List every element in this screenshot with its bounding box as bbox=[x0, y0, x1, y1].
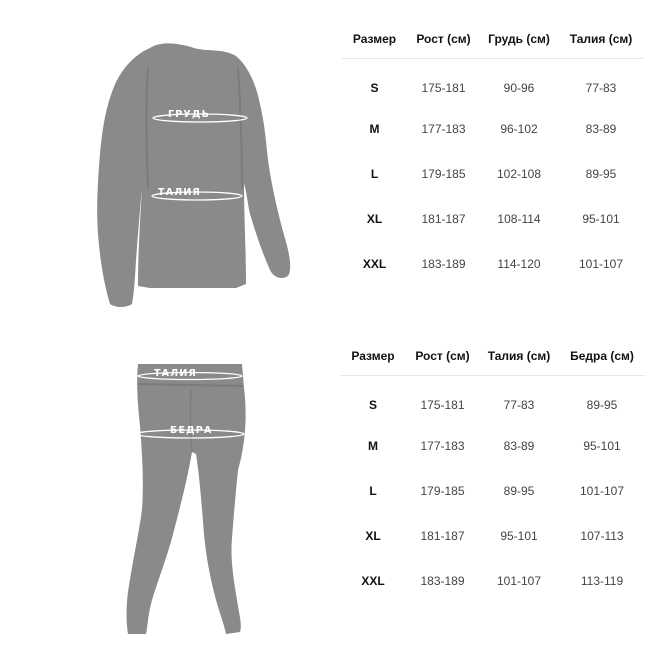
chest-cell: 114-120 bbox=[497, 257, 541, 271]
size-cell: S bbox=[368, 397, 377, 412]
shirt-illustration bbox=[90, 38, 300, 313]
height-cell: 177-183 bbox=[421, 122, 466, 136]
height-cell: 175-181 bbox=[420, 397, 465, 412]
chest-cell: 102-108 bbox=[496, 167, 542, 181]
hips-cell: 113-119 bbox=[580, 574, 624, 588]
header-size: Размер bbox=[340, 349, 406, 376]
hips-cell: 107-113 bbox=[580, 529, 624, 543]
height-cell: 183-189 bbox=[421, 257, 466, 271]
height-cell: 175-181 bbox=[421, 80, 466, 95]
size-cell: XXL bbox=[362, 257, 387, 271]
shirt-figure bbox=[90, 38, 300, 313]
hips-cell: 101-107 bbox=[579, 484, 625, 498]
header-height: Рост (см) bbox=[407, 32, 480, 59]
size-cell: S bbox=[370, 80, 379, 95]
waist-cell: 83-89 bbox=[503, 439, 535, 453]
hips-cell: 89-95 bbox=[586, 397, 618, 412]
table-row bbox=[340, 424, 645, 469]
chest-cell: 108-114 bbox=[497, 212, 541, 226]
height-cell: 179-185 bbox=[420, 484, 465, 498]
waist-cell: 83-89 bbox=[585, 122, 617, 136]
table-row bbox=[342, 59, 644, 107]
table-row bbox=[342, 197, 644, 242]
header-waist: Талия (см) bbox=[558, 32, 644, 59]
height-cell: 179-185 bbox=[421, 167, 466, 181]
height-cell: 181-187 bbox=[421, 212, 466, 226]
table-row bbox=[340, 469, 645, 514]
table-row bbox=[342, 242, 644, 287]
shirt-size-table bbox=[342, 32, 644, 287]
waist-cell: 101-107 bbox=[578, 257, 624, 271]
height-cell: 177-183 bbox=[420, 439, 465, 453]
waist-cell: 101-107 bbox=[496, 574, 542, 588]
table-row bbox=[342, 152, 644, 197]
header-height: Рост (см) bbox=[406, 349, 479, 376]
size-cell: XL bbox=[366, 212, 383, 226]
chest-label: ГРУДЬ bbox=[168, 109, 211, 120]
pants-figure bbox=[118, 360, 268, 640]
height-cell: 183-189 bbox=[420, 574, 465, 588]
pants-illustration bbox=[118, 360, 268, 640]
waist-cell: 77-83 bbox=[503, 397, 535, 412]
waist-cell: 89-95 bbox=[503, 484, 535, 498]
table-row bbox=[340, 559, 645, 604]
table-row bbox=[340, 376, 645, 424]
size-cell: L bbox=[370, 167, 379, 181]
height-cell: 181-187 bbox=[420, 529, 465, 543]
size-cell: XXL bbox=[361, 574, 385, 588]
table-header-row bbox=[340, 349, 645, 376]
waist-cell: 89-95 bbox=[585, 167, 617, 181]
table-row bbox=[342, 107, 644, 152]
pants-body bbox=[127, 364, 246, 634]
hips-cell: 95-101 bbox=[583, 439, 621, 453]
size-cell: M bbox=[368, 439, 378, 453]
shirt-body bbox=[97, 43, 290, 307]
table-row bbox=[340, 514, 645, 559]
waist-cell: 95-101 bbox=[500, 529, 538, 543]
size-cell: L bbox=[369, 484, 377, 498]
header-size: Размер bbox=[342, 32, 407, 59]
waist-cell: 95-101 bbox=[582, 212, 620, 226]
size-cell: XL bbox=[365, 529, 381, 543]
header-hips: Бедра (см) bbox=[559, 349, 645, 376]
chest-cell: 96-102 bbox=[500, 122, 538, 136]
table-header-row bbox=[342, 32, 644, 59]
chest-cell: 90-96 bbox=[503, 80, 535, 95]
pants-size-table bbox=[340, 349, 645, 604]
header-chest: Грудь (см) bbox=[480, 32, 558, 59]
waist-label: ТАЛИЯ bbox=[154, 368, 197, 379]
header-waist: Талия (см) bbox=[479, 349, 559, 376]
waist-cell: 77-83 bbox=[585, 80, 617, 95]
waist-label: ТАЛИЯ bbox=[158, 187, 201, 198]
size-cell: M bbox=[369, 122, 380, 136]
hips-label: БЕДРА bbox=[170, 425, 213, 436]
